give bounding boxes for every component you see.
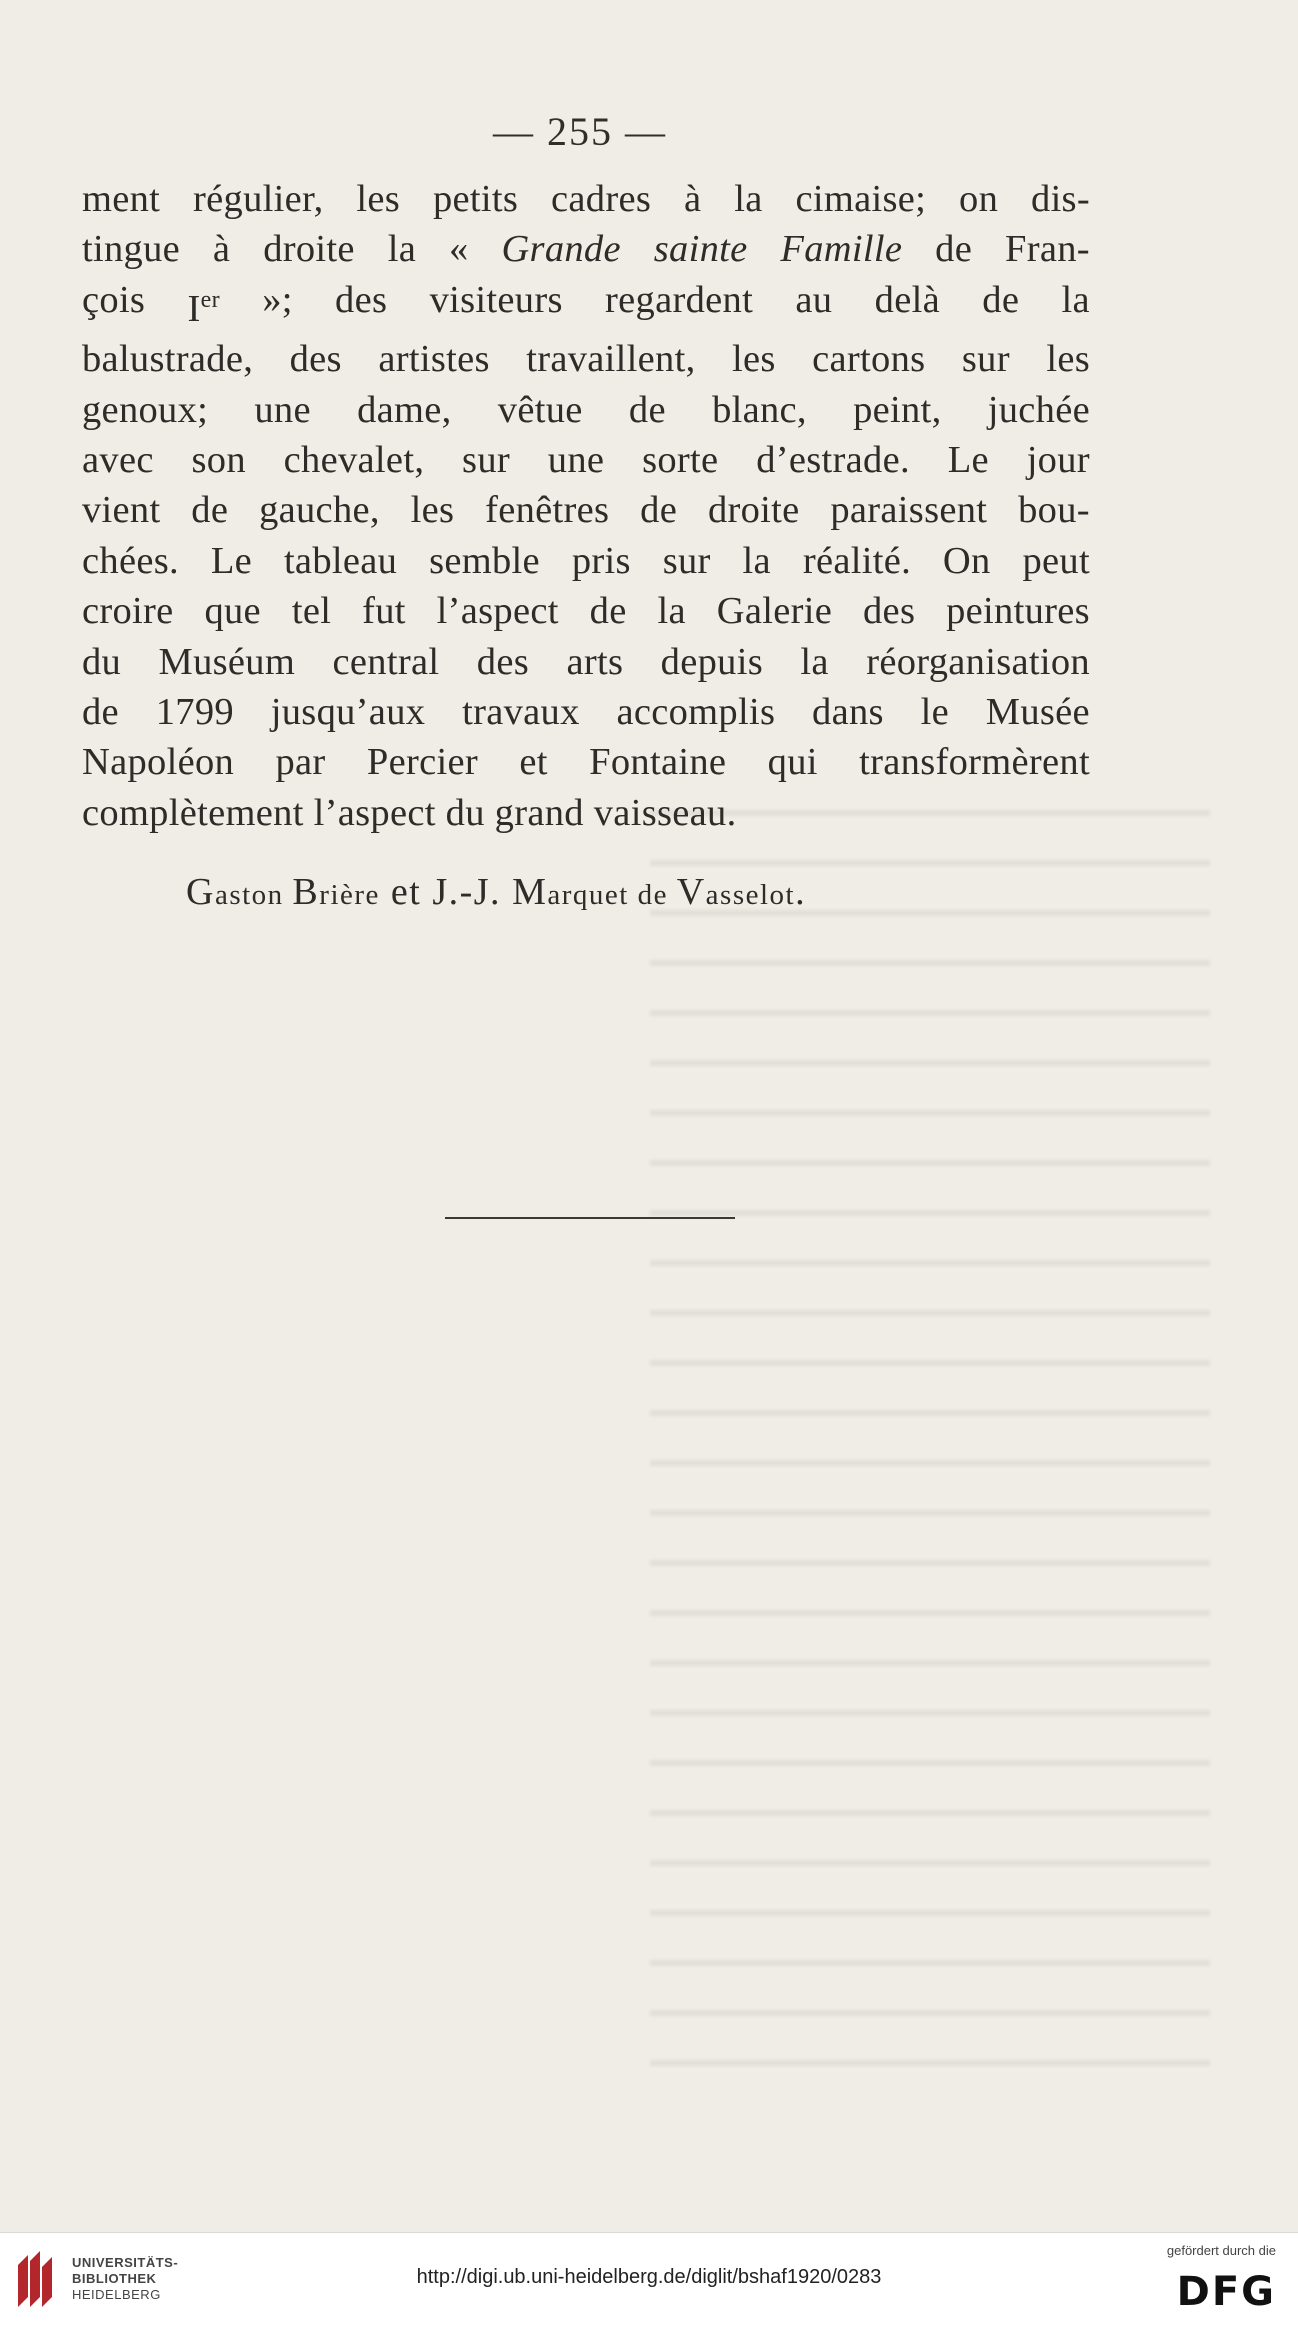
bleed-through-texture bbox=[650, 780, 1210, 2070]
body-text bbox=[82, 174, 1090, 838]
footer-bar bbox=[0, 2232, 1298, 2326]
text-line: du Muséum central des arts depuis la réorganisation bbox=[82, 640, 1090, 683]
text-line: genoux; une dame, vêtue de blanc, peint, juchée bbox=[82, 388, 1090, 431]
text-line: Napoléon par Percier et Fontaine qui transformèrent bbox=[82, 741, 1090, 784]
section-divider bbox=[445, 1217, 735, 1219]
text-line: çois Ier »; des visiteurs regardent au delà de la bbox=[82, 278, 1090, 330]
text-line: complètement l’aspect du grand vaisseau. bbox=[82, 791, 737, 834]
text-line: balustrade, des artistes travaillent, les cartons sur les bbox=[82, 338, 1090, 381]
text-line: tingue à droite la « Grande sainte Famille de Fran- bbox=[82, 228, 1090, 271]
text-line: de 1799 jusqu’aux travaux accomplis dans le Musée bbox=[82, 691, 1090, 734]
institution-name: UNIVERSITÄTS- BIBLIOTHEK HEIDELBERG bbox=[72, 2255, 179, 2302]
text-line: avec son chevalet, sur une sorte d’estrade. Le jour bbox=[82, 439, 1090, 482]
text-line: croire que tel fut l’aspect de la Galerie des peintures bbox=[82, 590, 1090, 633]
dfg-logo: DFG bbox=[1176, 2269, 1276, 2315]
author-signature: Gaston Brière et J.-J. Marquet de Vasselot. bbox=[186, 871, 807, 913]
funded-by-label: gefördert durch die bbox=[1166, 2243, 1276, 2258]
text-line: ment régulier, les petits cadres à la cimaise; on dis- bbox=[82, 178, 1090, 220]
text-line: chées. Le tableau semble pris sur la réalité. On peut bbox=[82, 539, 1090, 582]
document-url-link[interactable]: http://digi.ub.uni-heidelberg.de/diglit/bshaf1920/0283 bbox=[416, 2266, 882, 2288]
text-line: vient de gauche, les fenêtres de droite paraissent bou- bbox=[82, 489, 1090, 532]
page-number: — 255 — bbox=[493, 109, 667, 154]
